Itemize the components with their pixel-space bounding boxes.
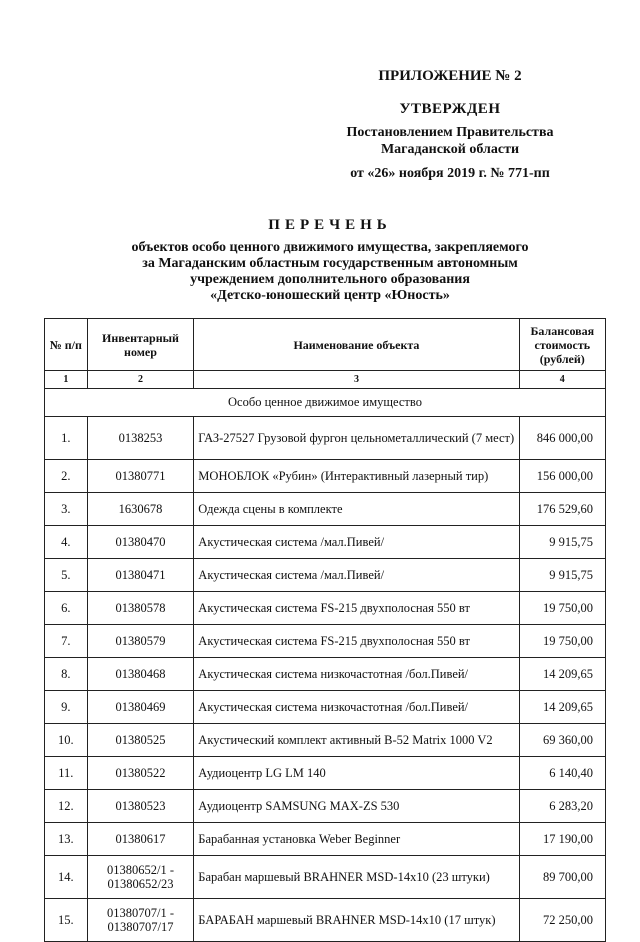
table-row [45,417,606,460]
row-inventory: 01380469 [87,691,194,724]
row-value: 9 915,75 [519,559,605,592]
inventory-range-end: 01380652/23 [107,877,174,891]
header-name: Наименование объекта [194,319,519,371]
row-inventory: 01380579 [87,625,194,658]
table-row [45,460,606,493]
table-row [45,823,606,856]
approved-label: УТВЕРЖДЕН [399,101,501,117]
appendix-number: ПРИЛОЖЕНИЕ № 2 [378,68,522,84]
row-inventory: 1630678 [87,493,194,526]
row-num: 3. [45,493,88,526]
table-row [45,757,606,790]
row-num: 14. [45,856,88,899]
row-name: Акустический комплект активный B-52 Matrix 1000 V2 [194,724,519,757]
row-name: Барабан маршевый BRAHNER MSD-14x10 (23 штуки) [194,856,519,899]
row-value: 6 140,40 [519,757,605,790]
header-num: № п/п [45,319,88,371]
row-value: 89 700,00 [519,856,605,899]
table-index-row [45,371,606,389]
inventory-range-start: 01380652/1 - [106,863,174,877]
section-title: Особо ценное движимое имущество [45,389,606,417]
row-num: 2. [45,460,88,493]
row-name: МОНОБЛОК «Рубин» (Интерактивный лазерный тир) [194,460,519,493]
row-num: 7. [45,625,88,658]
row-inventory: 01380525 [87,724,194,757]
table-row [45,658,606,691]
row-num: 1. [45,417,88,460]
row-name: Одежда сцены в комплекте [194,493,519,526]
title-line: за Магаданским областным государственным автономным [142,256,518,271]
table-header-row [45,319,606,371]
row-inventory: 01380523 [87,790,194,823]
row-num: 13. [45,823,88,856]
row-num: 10. [45,724,88,757]
table-row [45,625,606,658]
row-inventory: 01380471 [87,559,194,592]
section-row [45,389,606,417]
row-name: Акустическая система FS-215 двухполосная 550 вт [194,625,519,658]
row-value: 19 750,00 [519,625,605,658]
row-inventory: 01380578 [87,592,194,625]
row-name: Акустическая система низкочастотная /бол.Пивей/ [194,658,519,691]
row-value: 69 360,00 [519,724,605,757]
approval-date: от «26» ноября 2019 г. № 771-пп [350,166,550,181]
row-value: 19 750,00 [519,592,605,625]
title-line: «Детско-юношеский центр «Юность» [210,288,450,303]
table-row [45,493,606,526]
row-name: Акустическая система /мал.Пивей/ [194,526,519,559]
assets-table [44,318,606,942]
index-cell: 1 [45,371,88,389]
row-num: 15. [45,899,88,942]
row-num: 11. [45,757,88,790]
row-name: ГАЗ-27527 Грузовой фургон цельнометаллический (7 мест) [194,417,519,460]
row-name: Аудиоцентр LG LM 140 [194,757,519,790]
row-value: 9 915,75 [519,526,605,559]
row-inventory: 0138253 [87,417,194,460]
row-name: Акустическая система FS-215 двухполосная 550 вт [194,592,519,625]
table-row [45,856,606,899]
approved-by-line1: Постановлением Правительства [346,125,554,140]
row-inventory: 01380771 [87,460,194,493]
inventory-range-start: 01380707/1 - [106,906,174,920]
index-cell: 4 [519,371,605,389]
row-value: 72 250,00 [519,899,605,942]
table-row [45,790,606,823]
index-cell: 2 [87,371,194,389]
row-value: 156 000,00 [519,460,605,493]
row-num: 6. [45,592,88,625]
title-line: объектов особо ценного движимого имущества, закрепляемого [131,240,529,255]
row-inventory [87,856,194,899]
row-num: 12. [45,790,88,823]
row-name: Барабанная установка Weber Beginner [194,823,519,856]
row-inventory: 01380617 [87,823,194,856]
row-value: 176 529,60 [519,493,605,526]
title-line: учреждением дополнительного образования [190,272,470,287]
approval-header [300,68,600,182]
inventory-range-end: 01380707/17 [107,920,174,934]
row-inventory: 01380468 [87,658,194,691]
table-row [45,526,606,559]
row-num: 9. [45,691,88,724]
list-title: ПЕРЕЧЕНЬ [268,217,392,233]
row-inventory: 01380522 [87,757,194,790]
row-value: 17 190,00 [519,823,605,856]
table-row [45,592,606,625]
row-num: 8. [45,658,88,691]
table-row [45,724,606,757]
row-name: Аудиоцентр SAMSUNG MAX-ZS 530 [194,790,519,823]
row-inventory: 01380470 [87,526,194,559]
index-cell: 3 [194,371,519,389]
row-value: 14 209,65 [519,658,605,691]
row-num: 5. [45,559,88,592]
table-row [45,559,606,592]
row-value: 14 209,65 [519,691,605,724]
header-value: Балансовая стоимость (рублей) [519,319,605,371]
document-title [90,217,570,304]
approved-by-line2: Магаданской области [380,142,520,157]
row-name: Акустическая система низкочастотная /бол.Пивей/ [194,691,519,724]
row-num: 4. [45,526,88,559]
row-value: 6 283,20 [519,790,605,823]
row-value: 846 000,00 [519,417,605,460]
table-row [45,691,606,724]
row-name: БАРАБАН маршевый BRAHNER MSD-14x10 (17 штук) [194,899,519,942]
header-inventory: Инвентарный номер [87,319,194,371]
row-name: Акустическая система /мал.Пивей/ [194,559,519,592]
